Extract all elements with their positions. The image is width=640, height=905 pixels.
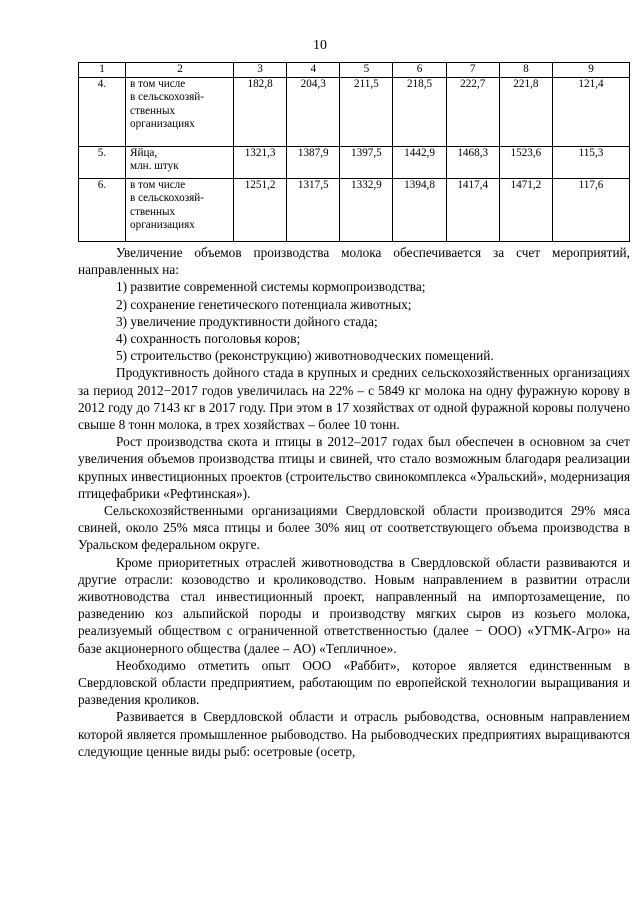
table-cell: 1387,9: [287, 146, 340, 178]
paragraph: Развивается в Свердловской области и отрасль рыбоводства, основным направлением которой является промышленное рыбоводство. На рыбоводческих предприятиях выращиваются следующие ценные виды рыб: осетровые (осетр,: [78, 709, 630, 759]
header-cell: 3: [234, 63, 287, 78]
table-row: [79, 178, 630, 241]
table-cell: 1397,5: [340, 146, 393, 178]
row-number: 4.: [79, 77, 126, 146]
header-cell: 8: [499, 63, 552, 78]
table-cell: 211,5: [340, 77, 393, 146]
paragraph: Кроме приоритетных отраслей животноводства в Свердловской области развиваются и другие отрасли: козоводство и кролиководство. Новым направлением в развитии отрасли животноводства стал инвестиционный проект, направленный на импортозамещение, по разведению коз альпийской породы и производству мягких сыров из козьего молока, реализуемый обществом с ограниченной ответственностью (далее − ООО) «УГМК-Агро» на базе акционерного общества (далее – АО) «Тепличное».: [78, 554, 630, 656]
list-item: 3) увеличение продуктивности дойного стада;: [116, 313, 378, 329]
table-cell: 222,7: [446, 77, 499, 146]
list-item: 4) сохранность поголовья коров;: [116, 331, 301, 347]
table-cell: 1468,3: [446, 146, 499, 178]
table-cell: 1442,9: [393, 146, 446, 178]
page-number: 10: [313, 38, 327, 53]
header-cell: 9: [553, 63, 630, 78]
table-cell: 117,6: [553, 178, 630, 241]
table-cell: 221,8: [499, 77, 552, 146]
table-cell: 182,8: [234, 77, 287, 146]
table-row: [79, 77, 630, 146]
table-cell: 121,4: [553, 77, 630, 146]
header-cell: 2: [126, 63, 234, 78]
table-cell: 218,5: [393, 77, 446, 146]
header-cell: 4: [287, 63, 340, 78]
table-cell: 1394,8: [393, 178, 446, 241]
row-name: в том числе в сельскохозяй- ственных организациях: [126, 178, 234, 241]
table-cell: 1321,3: [234, 146, 287, 178]
table-cell: 115,3: [553, 146, 630, 178]
table-cell: 204,3: [287, 77, 340, 146]
list-item: 1) развитие современной системы кормопроизводства;: [116, 279, 426, 295]
header-cell: 6: [393, 63, 446, 78]
production-table: [78, 62, 630, 242]
paragraph: Сельскохозяйственными организациями Свердловской области производится 29% мяса свиней, около 25% мяса птицы и более 30% яиц от соответствующего объема производства в Уральском федеральном округе.: [78, 503, 630, 553]
row-name: в том числе в сельскохозяй- ственных организациях: [126, 77, 234, 146]
table-cell: 1523,6: [499, 146, 552, 178]
table-row: [79, 146, 630, 178]
table-cell: 1471,2: [499, 178, 552, 241]
table-cell: 1332,9: [340, 178, 393, 241]
header-cell: 7: [446, 63, 499, 78]
table-header-row: [79, 63, 630, 78]
table-cell: 1417,4: [446, 178, 499, 241]
list-item: 2) сохранение генетического потенциала животных;: [116, 296, 412, 312]
row-number: 6.: [79, 178, 126, 241]
list-item: 5) строительство (реконструкцию) животноводческих помещений.: [116, 348, 494, 364]
header-cell: 1: [79, 63, 126, 78]
table-cell: 1317,5: [287, 178, 340, 241]
document-body: [78, 244, 630, 760]
paragraph: Увеличение объемов производства молока обеспечивается за счет мероприятий, направленных на:: [78, 245, 630, 278]
paragraph: Необходимо отметить опыт ООО «Раббит», которое является единственным в Свердловской области предприятием, работающим по европейской технологии выращивания и разведения кроликов.: [78, 657, 630, 708]
paragraph: Продуктивность дойного стада в крупных и средних сельскохозяйственных организациях за период 2012−2017 годов увеличилась на 22% – с 5849 кг молока на одну фуражную корову в 2012 году до 7143 кг в 2017 году. При этом в 17 хозяйствах от одной фуражной коровы получено свыше 8 тонн молока, в трех хозяйствах – более 10 тонн.: [78, 365, 630, 433]
header-cell: 5: [340, 63, 393, 78]
row-name: Яйца, млн. штук: [126, 146, 234, 178]
paragraph: Рост производства скота и птицы в 2012–2017 годах был обеспечен в основном за счет увеличения объемов производства птицы и свиней, что стало возможным благодаря реализации крупных инвестиционных проектов (строительство свинокомплекса «Уральский», модернизация птицефабрики «Рефтинская»).: [78, 434, 630, 501]
table-cell: 1251,2: [234, 178, 287, 241]
row-number: 5.: [79, 146, 126, 178]
